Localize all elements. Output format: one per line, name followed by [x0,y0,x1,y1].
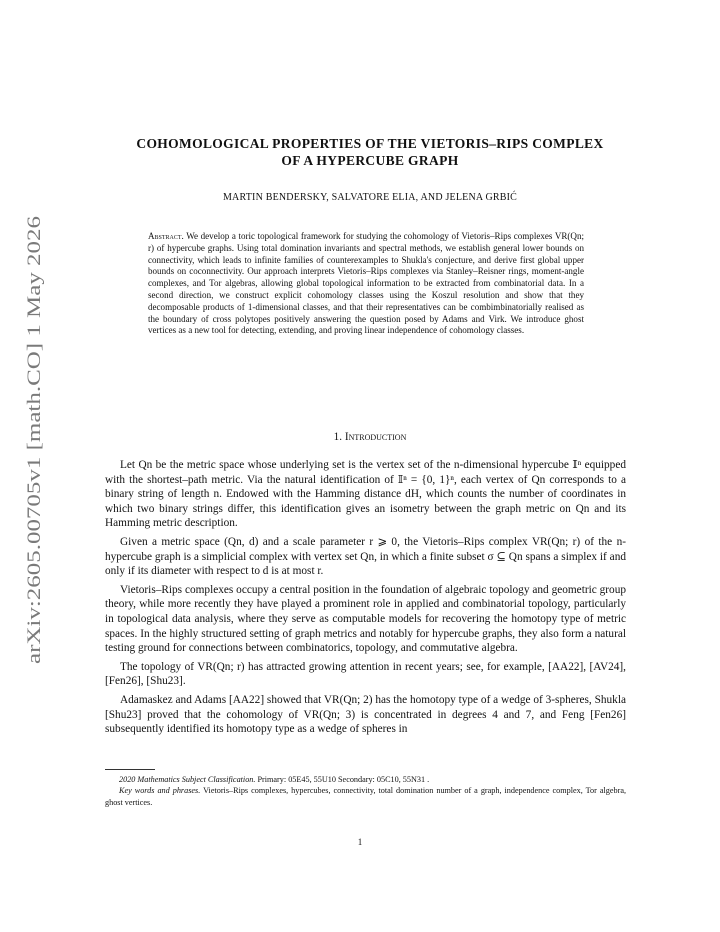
arxiv-identifier-stamp [8,210,52,670]
paragraph: Given a metric space (Qn, d) and a scale parameter r ⩾ 0, the Vietoris–Rips complex VR(Qn; r) of the n-hypercube graph is a simplicial complex with vertex set Qn, in which a finite subset σ ⊆ Qn spans a simplex if and only if its diameter with respect to d is at most r. [105,535,626,578]
msc-footnote [105,774,626,785]
abstract-label: Abstract. [148,231,184,241]
abstract [148,231,584,337]
section-heading [100,431,640,443]
title-line-1: COHOMOLOGICAL PROPERTIES OF THE VIETORIS–RIPS COMPLEX [136,136,604,151]
paper-title [100,135,640,169]
title-line-2: OF A HYPERCUBE GRAPH [281,153,459,168]
msc-label: 2020 Mathematics Subject Classification. [119,775,256,784]
keywords-text: Vietoris–Rips complexes, hypercubes, connectivity, total domination number of a graph, independence complex, Tor algebra, ghost vertices. [105,786,627,807]
keywords-footnote [105,785,626,808]
arxiv-identifier: arXiv:2605.00705v1 [math.CO] 1 May 2026 [24,319,45,664]
paragraph: The topology of VR(Qn; r) has attracted growing attention in recent years; see, for example, [AA22], [AV24], [Fen26], [Shu23]. [105,660,626,688]
paragraph: Let Qn be the metric space whose underlying set is the vertex set of the n-dimensional hypercube 𝕀ⁿ equipped with the shortest–path metric. Via the natural identification of 𝕀ⁿ = {0, 1}ⁿ, each vertex of Qn corresponds to a binary string of length n. Endowed with the Hamming distance dH, which counts the number of coordinates in which two binary strings differ, this identification gives an isometry between the graph metric on Qn and its Hamming metric description. [105,459,626,530]
author-list: MARTIN BENDERSKY, SALVATORE ELIA, AND JELENA GRBIĆ [222,192,518,203]
msc-text: Primary: 05E45, 55U10 Secondary: 05C10, 55N31 . [257,775,430,784]
paragraph: Vietoris–Rips complexes occupy a central position in the foundation of algebraic topology and geometric group theory, while more recently they have played a prominent role in applied and combinatorial topology, particularly in topological data analysis, where they serve as computable models for recovering the homotopy type of metric spaces. In the highly structured setting of graph metrics and notably for hypercube graphs, they also form a natural testing ground for connections between combinatorics, topology, and commutative algebra. [105,583,626,655]
keywords-label: Key words and phrases. [119,786,201,796]
footnotes [105,774,626,808]
introduction-body [105,458,626,737]
abstract-text: We develop a toric topological framework for studying the cohomology of Vietoris–Rips complexes VR(Qn; r) of hypercube graphs. Using total domination invariants and spectral methods, we establish general lower bounds on connectivity, which leads to infinite families of counterexamples to Shukla's conjecture, and derive first global upper bounds on coconnectivity. Our approach interprets Vietoris–Rips complexes via Stanley–Reisner rings, moment-angle complexes, and Tor algebras, allowing global topological information to be extracted from combinatorial data. In a second direction, we construct explicit cohomology classes using the Koszul resolution and show that they decomposable products of 1-dimensional classes, and that their representatives can be combimbinatorially realised as the boundary of cross polytopes positively answering the question posed by Adams and Virk. We introduce ghost vertices as a new tool for detecting, extending, and proving linear independence of cohomology classes. [148,231,584,336]
paragraph: Adamaskez and Adams [AA22] showed that VR(Qn; 2) has the homotopy type of a wedge of 3-spheres, Shukla [Shu23] proved that the cohomology of VR(Qn; 3) is concentrated in degrees 4 and 7, and Feng [Fen26] subsequently identified its homotopy type as a wedge of spheres in [105,693,626,736]
footnote-divider [105,769,155,770]
section-title: Introduction [344,431,407,443]
page-number: 1 [357,837,363,847]
section-number: 1. [333,431,343,443]
